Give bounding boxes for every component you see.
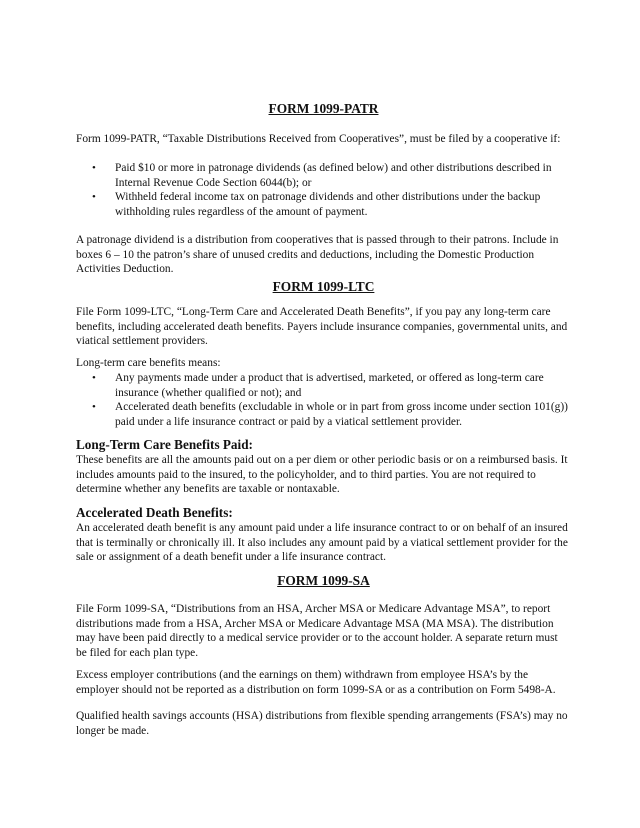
list-item: • Paid $10 or more in patronage dividends (as defined below) and other distributions described in Internal Revenue Code Section 6044(b); or	[92, 162, 552, 189]
bullet-icon: •	[92, 162, 96, 174]
heading-1099-sa: FORM 1099-SA	[277, 573, 370, 588]
ltc-benefits-paid-heading: Long-Term Care Benefits Paid:	[76, 437, 253, 452]
ltc-means-label: Long-term care benefits means:	[76, 357, 221, 369]
heading-1099-ltc: FORM 1099-LTC	[272, 279, 375, 294]
patr-intro: Form 1099-PATR, “Taxable Distributions Received from Cooperatives”, must be filed by a cooperative if:	[76, 133, 561, 145]
sa-para-2: Excess employer contributions (and the earnings on them) withdrawn from employee HSA’s by the employer should not be reported as a distribution on form 1099-SA or as a contribution on Form 5498-A.	[76, 669, 556, 696]
ltc-accelerated-death-heading: Accelerated Death Benefits:	[76, 505, 233, 520]
list-item: • Any payments made under a product that is advertised, marketed, or offered as long-term care insurance (whether qualified or not); and	[92, 372, 544, 399]
patr-patronage-dividend-para: A patronage dividend is a distribution from cooperatives that is passed through to their patrons. Include in boxes 6 – 10 the patron’s share of unused credits and deductions, including the Domestic Production Activities Deduction.	[76, 234, 559, 276]
bullet-icon: •	[92, 372, 96, 384]
sa-para-1: File Form 1099-SA, “Distributions from an HSA, Archer MSA or Medicare Advantage MSA”, to report distributions made from a HSA, Archer MSA or Medicare Advantage MSA (MA MSA). The distribution may have been paid directly to a medical service provider or to the account holder. A separate return must be filed for each plan type.	[76, 603, 558, 659]
bullet-icon: •	[92, 191, 96, 204]
ltc-benefits-paid-text: These benefits are all the amounts paid out on a per diem or other periodic basis or on a reimbursed basis. It includes amounts paid to the insured, to the policyholder, and to third parties. You are not required to determine whether any benefits are taxable or nontaxable.	[76, 454, 568, 496]
heading-1099-patr: FORM 1099-PATR	[268, 101, 379, 116]
list-item: • Withheld federal income tax on patronage dividends and other distributions under the backup withholding rules regardless of the amount of payment.	[92, 191, 541, 218]
ltc-intro: File Form 1099-LTC, “Long-Term Care and Accelerated Death Benefits”, if you pay any long-term care benefits, including accelerated death benefits. Payers include insurance companies, governmental units, and viatical settlement providers.	[76, 306, 568, 348]
patr-bullet-list	[76, 161, 571, 219]
sa-para-3: Qualified health savings accounts (HSA) distributions from flexible spending arrangements (FSA’s) may no longer be made.	[76, 710, 568, 737]
ltc-accelerated-death-text: An accelerated death benefit is any amount paid under a life insurance contract to or on behalf of an insured that is terminally or chronically ill. It also includes any amount paid by a viatical settlement provider for the sale or assignment of a death benefit under a life insurance contract.	[76, 522, 568, 564]
ltc-bullet-list	[76, 371, 571, 429]
bullet-icon: •	[92, 401, 96, 414]
list-item: • Accelerated death benefits (excludable in whole or in part from gross income under section 101(g)) paid under a life insurance contract or paid by a viatical settlement provider.	[92, 401, 568, 428]
